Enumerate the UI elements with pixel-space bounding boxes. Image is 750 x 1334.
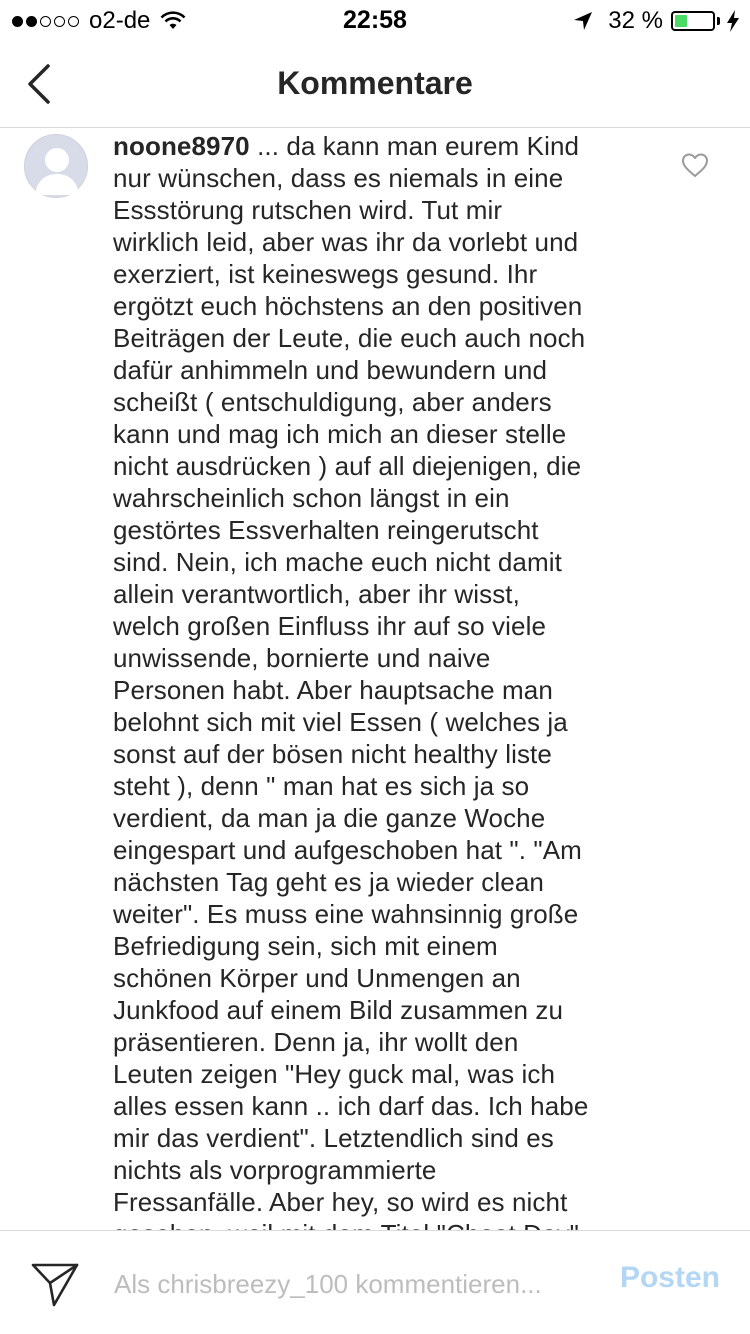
comment-input[interactable] [114,1259,584,1309]
heart-outline-icon[interactable] [681,152,709,178]
comment-input-bar [0,1230,750,1334]
nav-bar [0,40,750,128]
status-time: 22:58 [343,6,407,34]
comment-line: nicht ausdrücken ) auf all diejenigen, die [113,451,582,481]
comment-line: Junkfood auf einem Bild zusammen zu [113,995,564,1025]
comment-line: alles essen kann .. ich darf das. Ich habe [113,1091,589,1121]
comment-line: Befriedigung sein, sich mit einem [113,931,498,961]
comment-line: dafür anhimmeln und bewundern und [113,355,548,385]
comment-line: belohnt sich mit viel Essen ( welches ja [113,707,568,737]
comment-line: scheißt ( entschuldigung, aber anders [113,387,552,417]
comment-line: gestörtes Essverhalten reingerutscht [113,515,539,545]
page-title: Kommentare [277,65,473,101]
status-right [572,7,740,35]
comment-username[interactable]: noone8970 [113,131,250,161]
comment-list [0,128,750,1230]
comment-line: nichts als vorprogrammierte [113,1155,437,1185]
battery-icon [671,11,715,31]
comment-line: eingespart und aufgeschoben hat ". "Am [113,835,582,865]
comment-line: weiter". Es muss eine wahnsinnig große [113,899,579,929]
comment-line: nächsten Tag geht es ja wieder clean [113,867,544,897]
comment-line: sonst auf der bösen nicht healthy liste [113,739,552,769]
status-bar [0,0,750,40]
comment-line: Personen habt. Aber hauptsache man [113,675,553,705]
comment-line: ergötzt euch höchstens an den positiven [113,291,583,321]
battery-tip [717,17,720,25]
comment-line: Beiträgen der Leute, die euch auch noch [113,323,586,353]
comment-line: welch großen Einfluss ihr auf so viele [113,611,547,641]
comment-line: exerziert, ist keineswegs gesund. Ihr [113,259,538,289]
comment-line: kann und mag ich mich an dieser stelle [113,419,567,449]
charging-bolt-icon [726,10,740,32]
battery-percent: 32 % [608,7,663,34]
comment-line: Leuten zeigen "Hey guck mal, was ich [113,1059,556,1089]
comment-line: schönen Körper und Unmengen an [113,963,521,993]
comment-line: wirklich leid, aber was ihr da vorlebt und [113,227,579,257]
comment-line: allein verantwortlich, aber ihr wisst, [113,579,520,609]
comment-line: Fressanfälle. Aber hey, so wird es nicht [113,1187,568,1217]
comment-line: Essstörung rutschen wird. Tut mir [113,195,503,225]
comment-line: sind. Nein, ich mache euch nicht damit [113,547,562,577]
comment-line: unwissende, bornierte und naive [113,643,491,673]
comment-line: steht ), denn " man hat es sich ja so [113,771,530,801]
comment-body [113,130,658,1250]
send-direct-icon[interactable] [30,1261,80,1307]
carrier-name: o2-de [89,7,151,34]
location-arrow-icon [572,10,594,32]
comment-line: mir das verdient". Letztendlich sind es [113,1123,554,1153]
comment-line: präsentieren. Denn ja, ihr wollt den [113,1027,519,1057]
comment-first-line [113,130,658,162]
post-button[interactable]: Posten [619,1261,720,1294]
comment-line: verdient, da man ja die ganze Woche [113,803,546,833]
comment-line: nur wünschen, dass es niemals in eine [113,163,564,193]
comment-line: wahrscheinlich schon längst in ein [113,483,510,513]
comment-line: ... da kann man eurem Kind [257,131,580,161]
default-avatar-icon[interactable] [24,134,88,198]
